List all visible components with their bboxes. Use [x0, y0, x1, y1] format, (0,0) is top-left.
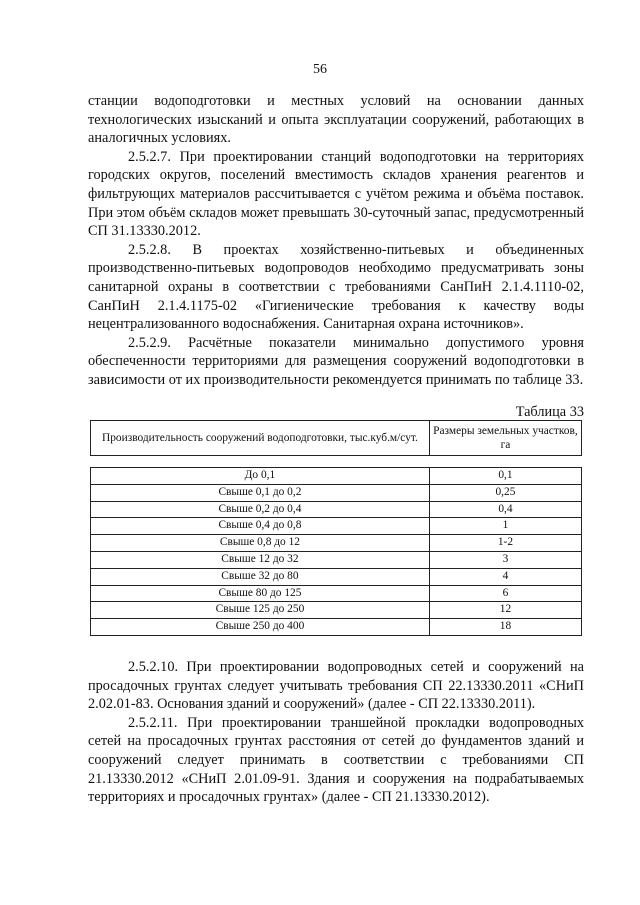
cell-land-size: 3 [429, 551, 581, 568]
table-row [91, 585, 582, 602]
cell-land-size: 1-2 [429, 535, 581, 552]
header-land-size: Размеры земельных участков, га [429, 421, 581, 456]
table-row [91, 551, 582, 568]
cell-capacity: До 0,1 [91, 468, 430, 485]
cell-land-size: 0,1 [429, 468, 581, 485]
cell-capacity: Свыше 0,1 до 0,2 [91, 484, 430, 501]
table-body [90, 467, 582, 636]
paragraph-2-5-2-9: 2.5.2.9. Расчётные показатели минимально допустимого уровня обеспеченности территориями для размещения сооружений водоподготовки в зависимости от их производительности рекомендуется принимать по таблице 33. [88, 334, 584, 388]
table-row [91, 518, 582, 535]
cell-land-size: 1 [429, 518, 581, 535]
cell-land-size: 18 [429, 619, 581, 636]
table-header-row [91, 421, 582, 456]
cell-land-size: 0,4 [429, 501, 581, 518]
table-row [91, 501, 582, 518]
text-block-top [88, 92, 584, 390]
cell-capacity: Свыше 0,8 до 12 [91, 535, 430, 552]
cell-capacity: Свыше 0,4 до 0,8 [91, 518, 430, 535]
table-row [91, 468, 582, 485]
cell-land-size: 6 [429, 585, 581, 602]
paragraph-2-5-2-11: 2.5.2.11. При проектировании траншейной прокладки водопроводных сетей на просадочных грунтах расстояния от сетей до фундаментов зданий и сооружений следует принимать в соответствии с требованиями СП 21.13330.2012 «СНиП 2.01.09-91. Здания и сооружения на подрабатываемых территориях и просадочных грунтах» (далее - СП 21.13330.2012). [88, 714, 584, 806]
cell-land-size: 0,25 [429, 484, 581, 501]
cell-capacity: Свыше 80 до 125 [91, 585, 430, 602]
paragraph-2-5-2-7: 2.5.2.7. При проектировании станций водоподготовки на территориях городских округов, поселений вместимость складов хранения реагентов и фильтрующих материалов рассчитывается с учётом режима и объёма поставок. При этом объём складов может превышать 30-суточный запас, предусмотренный СП 31.13330.2012. [88, 148, 584, 240]
cell-capacity: Свыше 0,2 до 0,4 [91, 501, 430, 518]
page-number: 56 [313, 62, 327, 77]
table-row [91, 535, 582, 552]
paragraph-2-5-2-8: 2.5.2.8. В проектах хозяйственно-питьевых и объединенных производственно-питьевых водопроводов необходимо предусматривать зоны санитарной охраны в соответствии с требованиями СанПиН 2.1.4.1110-02, СанПиН 2.1.4.1175-02 «Гигиенические требования к качеству воды нецентрализованного водоснабжения. Санитарная охрана источников». [88, 241, 584, 333]
header-capacity: Производительность сооружений водоподготовки, тыс.куб.м/сут. [91, 421, 430, 456]
cell-capacity: Свыше 12 до 32 [91, 551, 430, 568]
cell-land-size: 4 [429, 568, 581, 585]
table-caption: Таблица 33 [515, 404, 584, 420]
table-row [91, 602, 582, 619]
table-row [91, 568, 582, 585]
cell-capacity: Свыше 250 до 400 [91, 619, 430, 636]
table-row [91, 619, 582, 636]
paragraph-2-5-2-10: 2.5.2.10. При проектировании водопроводных сетей и сооружений на просадочных грунтах следует учитывать требования СП 22.13330.2011 «СНиП 2.02.01-83. Основания зданий и сооружений» (далее - СП 22.13330.2011). [88, 659, 584, 713]
cell-land-size: 12 [429, 602, 581, 619]
table-row [91, 484, 582, 501]
cell-capacity: Свыше 32 до 80 [91, 568, 430, 585]
text-block-bottom [88, 658, 584, 807]
cell-capacity: Свыше 125 до 250 [91, 602, 430, 619]
paragraph-continuation: станции водоподготовки и местных условий на основании данных технологических изысканий и опыта эксплуатации сооружений, работающих в аналогичных условиях. [88, 93, 584, 147]
table-header [90, 420, 582, 456]
